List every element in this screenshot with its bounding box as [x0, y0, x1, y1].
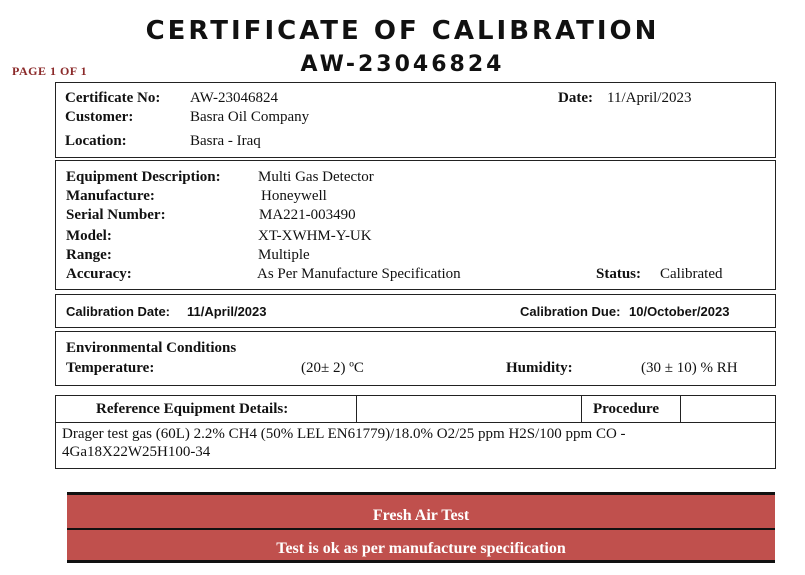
model-label: Model:	[66, 228, 112, 244]
customer-label: Customer:	[65, 109, 134, 125]
calibration-due-label: Calibration Due:	[520, 304, 621, 319]
environment-heading: Environmental Conditions	[66, 340, 237, 356]
divider-line	[67, 560, 775, 563]
certificate-id-heading: AW-23046824	[300, 52, 505, 77]
date-value: 11/April/2023	[607, 90, 692, 106]
calibration-dates-box	[55, 294, 776, 328]
reference-equipment-table	[55, 395, 776, 469]
calibration-date-value: 11/April/2023	[187, 304, 267, 319]
fresh-air-test-band: Fresh Air Test	[67, 495, 775, 528]
equipment-description-value: Multi Gas Detector	[258, 169, 374, 185]
equipment-box	[55, 160, 776, 290]
certificate-info-box	[55, 82, 776, 158]
calibration-date-label: Calibration Date:	[66, 304, 171, 319]
serial-number-label: Serial Number:	[66, 207, 166, 223]
reference-details-label: Reference Equipment Details:	[96, 401, 289, 417]
temperature-value: (20± 2) ºC	[301, 360, 364, 376]
accuracy-label: Accuracy:	[66, 266, 132, 282]
reference-header-row	[56, 396, 775, 423]
cert-no-label: Certificate No:	[65, 90, 161, 106]
humidity-value: (30 ± 10) % RH	[641, 360, 738, 376]
status-label: Status:	[596, 266, 642, 282]
status-value: Calibrated	[660, 266, 723, 282]
location-label: Location:	[65, 133, 127, 149]
reference-details-cell	[56, 396, 357, 422]
manufacture-value: Honeywell	[261, 188, 327, 204]
procedure-label: Procedure	[593, 401, 660, 417]
environment-box	[55, 331, 776, 386]
model-value: XT-XWHM-Y-UK	[258, 228, 372, 244]
customer-value: Basra Oil Company	[190, 109, 310, 125]
date-label: Date:	[558, 90, 593, 106]
equipment-description-label: Equipment Description:	[66, 169, 221, 185]
accuracy-value: As Per Manufacture Specification	[257, 266, 461, 282]
humidity-label: Humidity:	[506, 360, 573, 376]
temperature-label: Temperature:	[66, 360, 155, 376]
test-result-band: Test is ok as per manufacture specification	[67, 530, 775, 560]
procedure-cell	[582, 396, 681, 422]
page-indicator: PAGE 1 OF 1	[12, 64, 88, 78]
reference-text-line2: 4Ga18X22W25H100-34	[62, 444, 211, 460]
reference-text-line1: Drager test gas (60L) 2.2% CH4 (50% LEL EN61779)/18.0% O2/25 ppm H2S/100 ppm CO -	[62, 426, 626, 442]
cert-no-value: AW-23046824	[190, 90, 278, 106]
reference-empty-cell	[357, 396, 582, 422]
range-value: Multiple	[258, 247, 310, 263]
calibration-due-value: 10/October/2023	[629, 304, 730, 319]
serial-number-value: MA221-003490	[259, 207, 356, 223]
certificate-title: CERTIFICATE OF CALIBRATION	[145, 16, 660, 46]
location-value: Basra - Iraq	[190, 133, 261, 149]
manufacture-label: Manufacture:	[66, 188, 155, 204]
range-label: Range:	[66, 247, 112, 263]
